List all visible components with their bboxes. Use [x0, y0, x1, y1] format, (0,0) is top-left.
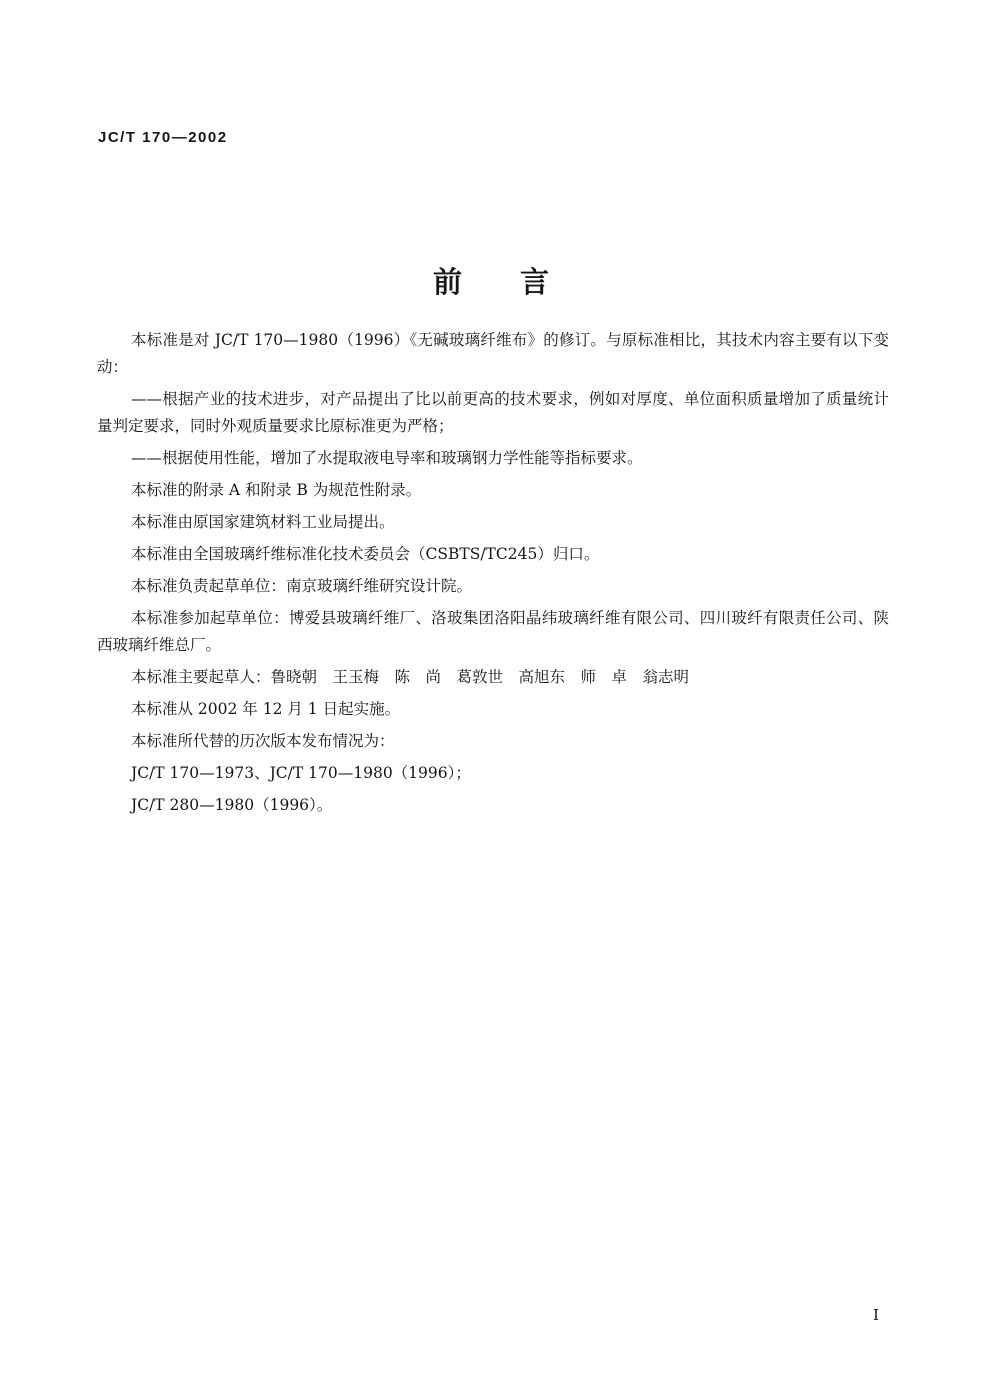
paragraph-history-1: JC/T 170—1973、JC/T 170—1980（1996）； — [131, 764, 471, 782]
paragraph-participating-drafters: 本标准参加起草单位：博爱县玻璃纤维厂、洛玻集团洛阳晶纬玻璃纤维有限公司、四川玻纤有限责任公司、陕西玻璃纤维总厂。 — [97, 609, 889, 654]
page-number: I — [873, 1306, 879, 1324]
paragraph-proposer: 本标准由原国家建筑材料工业局提出。 — [131, 513, 395, 531]
paragraph-change-2: ——根据使用性能，增加了水提取液电导率和玻璃钢力学性能等指标要求。 — [131, 449, 643, 467]
paragraph-revision-intro: 本标准是对 JC/T 170—1980（1996）《无碱玻璃纤维布》的修订。与原标准相比，其技术内容主要有以下变动： — [97, 331, 889, 376]
paragraph-administrator: 本标准由全国玻璃纤维标准化技术委员会（CSBTS/TC245）归口。 — [131, 545, 600, 563]
paragraph-history-2: JC/T 280—1980（1996）。 — [131, 796, 333, 814]
document-code: JC/T 170—2002 — [98, 129, 228, 146]
paragraph-appendix: 本标准的附录 A 和附录 B 为规范性附录。 — [131, 481, 422, 499]
foreword-body — [97, 327, 889, 824]
paragraph-history-intro: 本标准所代替的历次版本发布情况为： — [131, 732, 395, 750]
page-title: 前言 — [432, 265, 607, 299]
paragraph-main-drafters: 本标准主要起草人：鲁晓朝 王玉梅 陈 尚 葛敦世 高旭东 师 卓 翁志明 — [131, 668, 690, 686]
paragraph-effective-date: 本标准从 2002 年 12 月 1 日起实施。 — [131, 700, 401, 718]
paragraph-change-1: ——根据产业的技术进步，对产品提出了比以前更高的技术要求，例如对厚度、单位面积质量增加了质量统计量判定要求，同时外观质量要求比原标准更为严格； — [97, 390, 889, 435]
paragraph-lead-drafter: 本标准负责起草单位：南京玻璃纤维研究设计院。 — [131, 577, 473, 595]
